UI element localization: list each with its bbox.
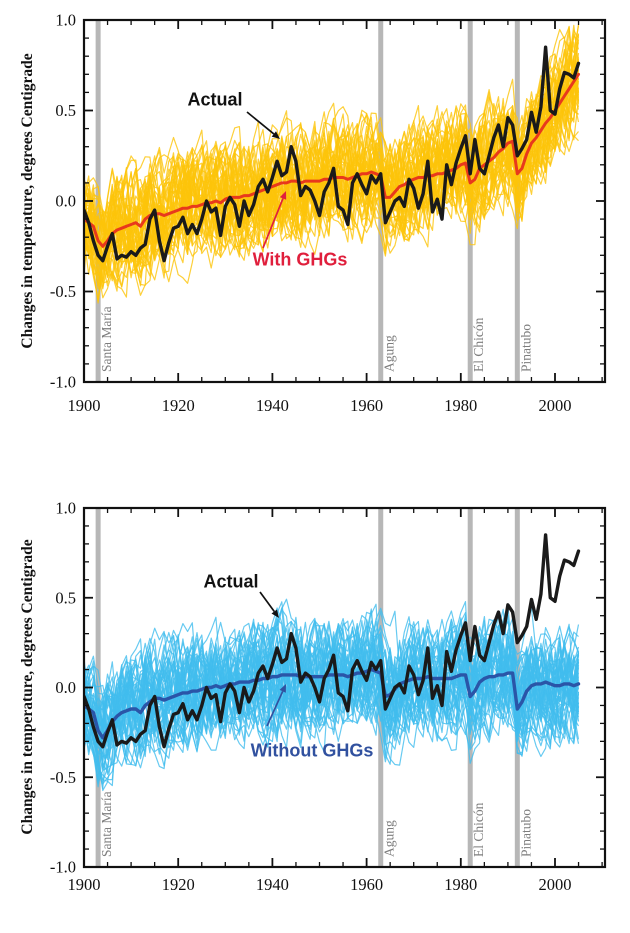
y-tick-label: 0.5 xyxy=(55,101,76,120)
annotation-arrow xyxy=(260,592,274,612)
y-tick-label: 0.5 xyxy=(55,588,76,608)
y-tick-label: -1.0 xyxy=(49,372,76,392)
volcano-label: Agung xyxy=(381,335,397,372)
volcano-label: El Chicón xyxy=(471,317,487,372)
x-tick-label: 1900 xyxy=(67,396,101,415)
volcano-label: Pinatubo xyxy=(518,323,534,372)
x-tick-label: 1900 xyxy=(67,875,101,894)
x-tick-label: 1960 xyxy=(350,396,384,415)
x-tick-label: 1940 xyxy=(255,396,289,415)
y-tick-label: 0.0 xyxy=(55,191,76,211)
volcano-label: Santa María xyxy=(99,306,115,372)
y-tick-label: -0.5 xyxy=(49,767,76,787)
x-tick-label: 2000 xyxy=(538,875,572,894)
x-tick-label: 1920 xyxy=(161,396,195,415)
y-axis-title-top: Changes in temperature, degrees Centigrade xyxy=(19,53,36,349)
volcano-label: Pinatubo xyxy=(518,808,534,857)
y-tick-label: -1.0 xyxy=(49,857,76,877)
y-tick-label: 1.0 xyxy=(55,10,76,30)
x-tick-label: 2000 xyxy=(538,396,572,415)
volcano-label: Santa María xyxy=(99,791,115,857)
x-tick-label: 1980 xyxy=(444,396,478,415)
x-tick-label: 1920 xyxy=(161,875,195,894)
annotation-with-ghgs: With GHGs xyxy=(252,249,348,270)
annotation-actual-bottom: Actual xyxy=(203,571,259,592)
y-tick-label: -0.5 xyxy=(49,282,76,301)
volcano-label: Agung xyxy=(381,820,397,857)
y-tick-label: 0.0 xyxy=(55,678,76,697)
annotation-without-ghgs: Without GHGs xyxy=(250,740,374,761)
y-tick-label: 1.0 xyxy=(55,498,76,518)
x-tick-label: 1940 xyxy=(255,875,289,894)
annotation-actual-top: Actual xyxy=(187,89,243,110)
volcano-label: El Chicón xyxy=(471,802,487,857)
annotation-arrow xyxy=(247,112,274,134)
x-tick-label: 1980 xyxy=(444,875,478,894)
y-axis-title-bottom: Changes in temperature, degrees Centigrade xyxy=(19,539,36,835)
x-tick-label: 1960 xyxy=(350,875,384,894)
